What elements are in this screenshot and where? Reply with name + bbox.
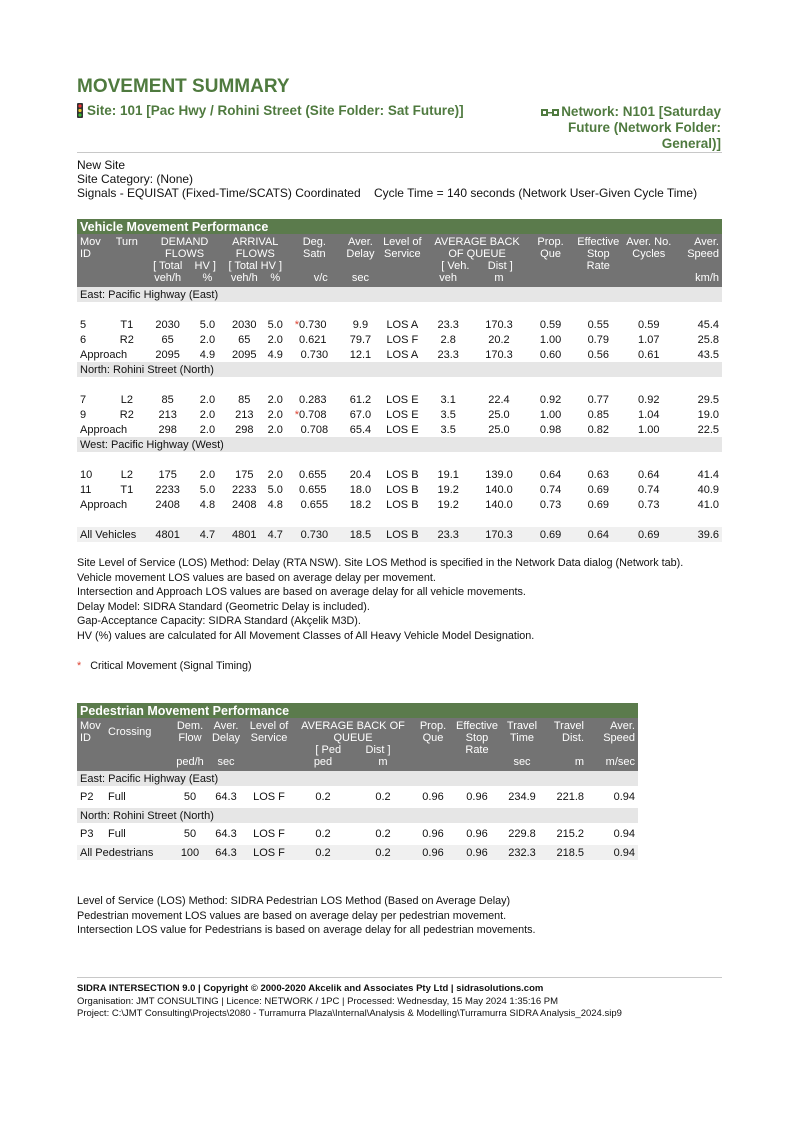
table-cell: 0.74 — [623, 482, 674, 497]
table-cell: 0.96 — [413, 845, 453, 860]
table-cell: 4.7 — [191, 527, 225, 542]
table-cell: 0.64 — [623, 467, 674, 482]
table-cell: 4.9 — [191, 347, 225, 362]
table-cell: 0.2 — [293, 823, 353, 845]
table-cell: T1 — [109, 317, 145, 332]
table-cell: 0.63 — [573, 467, 623, 482]
col-travel-dist: Travel Dist. — [543, 718, 587, 756]
table-cell: 1.00 — [528, 332, 573, 347]
table-cell: 0.73 — [623, 497, 674, 512]
table-cell: T1 — [109, 482, 145, 497]
table-cell: L2 — [109, 392, 145, 407]
table-cell: All Pedestrians — [77, 845, 173, 860]
site-label: Site: 101 [Pac Hwy / Rohini Street (Site Folder: Sat Future)] — [87, 103, 464, 118]
table-cell: 0.96 — [413, 823, 453, 845]
col-mov-id: Mov ID — [77, 718, 105, 756]
critical-asterisk-icon — [286, 482, 299, 497]
table-cell: 2233 — [224, 482, 264, 497]
unit: m — [470, 272, 528, 287]
table-cell: 2.0 — [264, 467, 286, 482]
table-cell: 0.55 — [573, 317, 623, 332]
critical-asterisk-icon — [286, 332, 299, 347]
table-cell: 218.5 — [543, 845, 587, 860]
group-name: North: Rohini Street (North) — [77, 808, 638, 823]
table-cell: 2233 — [145, 482, 191, 497]
table-cell: 64.3 — [207, 786, 245, 808]
table-cell: 0.69 — [573, 482, 623, 497]
table-cell: LOS A — [378, 347, 426, 362]
group-row — [77, 362, 722, 377]
table-cell: 7 — [77, 392, 109, 407]
table-cell: 2095 — [145, 347, 191, 362]
note-line: Intersection and Approach LOS values are based on average delay for all vehicle movements. — [77, 586, 526, 599]
table-cell: 100 — [173, 845, 207, 860]
vehicle-movement-table — [77, 219, 722, 542]
pedestrian-notes — [77, 894, 536, 938]
table-cell: 0.94 — [587, 823, 638, 845]
table-cell: LOS B — [378, 497, 426, 512]
table-cell: 0.94 — [587, 786, 638, 808]
critical-legend-text: Critical Movement (Signal Timing) — [90, 660, 252, 672]
table-cell: 6 — [77, 332, 109, 347]
group-row — [77, 437, 722, 452]
col-dem-flow: Dem. Flow — [173, 718, 207, 756]
table-caption: Pedestrian Movement Performance — [77, 703, 638, 718]
col-aver-speed: Aver. Speed — [587, 718, 638, 756]
table-cell: 4.7 — [264, 527, 286, 542]
spacer-row — [77, 377, 722, 392]
table-cell: Full — [105, 786, 173, 808]
col-prop-que: Prop. Que — [528, 234, 573, 272]
table-cell: 0.92 — [623, 392, 674, 407]
table-cell: 9.9 — [342, 317, 378, 332]
table-cell: 4.8 — [264, 497, 286, 512]
table-cell: 41.4 — [674, 467, 722, 482]
table-cell: 45.4 — [674, 317, 722, 332]
table-cell: 2408 — [224, 497, 264, 512]
table-cell: 0.69 — [528, 527, 573, 542]
table-cell: 0.92 — [528, 392, 573, 407]
table-cell: 215.2 — [543, 823, 587, 845]
table-row — [77, 823, 638, 845]
site-heading — [77, 103, 464, 118]
unit: veh — [426, 272, 470, 287]
table-cell: 2.0 — [191, 407, 225, 422]
table-cell: 85 — [145, 392, 191, 407]
table-units — [77, 272, 722, 287]
total-row — [77, 845, 638, 860]
table-cell: 19.0 — [674, 407, 722, 422]
table-cell: P2 — [77, 786, 105, 808]
table-cell: LOS F — [245, 845, 293, 860]
table-cell: 25.8 — [674, 332, 722, 347]
table-cell: 298 — [224, 422, 264, 437]
unit: sec — [342, 272, 378, 287]
unit: % — [191, 272, 225, 287]
table-cell: 23.3 — [426, 317, 470, 332]
table-cell: 5.0 — [191, 482, 225, 497]
table-cell: 0.2 — [353, 823, 413, 845]
critical-asterisk-icon — [286, 392, 299, 407]
table-cell: 0.64 — [573, 527, 623, 542]
col-prop-que: Prop. Que — [413, 718, 453, 756]
col-level-of-service: Level of Service — [245, 718, 293, 756]
table-header — [77, 234, 722, 272]
info-line: Site Category: (None) — [77, 172, 194, 186]
table-cell: 0.2 — [353, 786, 413, 808]
table-cell: 25.0 — [470, 422, 528, 437]
table-cell: 65 — [224, 332, 264, 347]
table-cell: 4.8 — [191, 497, 225, 512]
group-row — [77, 808, 638, 823]
unit: v/c — [299, 272, 342, 287]
table-cell: 2.0 — [264, 392, 286, 407]
table-cell: 2.8 — [426, 332, 470, 347]
group-name: East: Pacific Highway (East) — [77, 287, 722, 302]
table-cell: 221.8 — [543, 786, 587, 808]
table-row — [77, 317, 722, 332]
site-info — [77, 158, 697, 200]
table-cell: 0.64 — [528, 467, 573, 482]
unit: sec — [501, 756, 543, 771]
col-turn: Turn — [109, 234, 145, 272]
table-cell: Approach — [77, 347, 145, 362]
table-cell: 0.69 — [573, 497, 623, 512]
table-cell: 19.2 — [426, 497, 470, 512]
table-cell: 4801 — [224, 527, 264, 542]
note-line: Level of Service (LOS) Method: SIDRA Pedestrian LOS Method (Based on Average Delay) — [77, 895, 511, 907]
col-aver-speed: Aver. Speed — [674, 234, 722, 272]
table-cell: 23.3 — [426, 527, 470, 542]
note-line: HV (%) values are calculated for All Movement Classes of All Heavy Vehicle Model Designation. — [77, 629, 535, 642]
table-cell: Full — [105, 823, 173, 845]
table-cell: 0.283 — [299, 392, 342, 407]
vehicle-notes — [77, 556, 683, 644]
table-cell: 234.9 — [501, 786, 543, 808]
table-cell: 19.2 — [426, 482, 470, 497]
critical-asterisk-icon — [286, 467, 299, 482]
table-cell: 1.00 — [528, 407, 573, 422]
table-cell: 11 — [77, 482, 109, 497]
divider — [77, 977, 722, 978]
table-row — [77, 482, 722, 497]
table-cell: 0.708 — [299, 407, 342, 422]
approach-row — [77, 347, 722, 362]
table-cell: LOS F — [245, 823, 293, 845]
note-line: Pedestrian movement LOS values are based on average delay per pedestrian movement. — [77, 909, 507, 922]
table-cell: 2.0 — [264, 407, 286, 422]
col-average-back-of-queue: AVERAGE BACK OF QUEUE [ Veh. Dist ] — [426, 234, 528, 272]
table-cell: 0.730 — [286, 347, 342, 362]
table-cell: 5.0 — [191, 317, 225, 332]
table-cell: 20.4 — [342, 467, 378, 482]
table-cell: 0.96 — [453, 845, 501, 860]
table-cell: 0.85 — [573, 407, 623, 422]
table-cell: 18.0 — [342, 482, 378, 497]
table-cell: 39.6 — [674, 527, 722, 542]
table-cell: 1.00 — [623, 422, 674, 437]
info-line: New Site — [77, 158, 126, 172]
spacer-row — [77, 512, 722, 527]
table-cell: 139.0 — [470, 467, 528, 482]
col-effective-stop-rate: Effective Stop Rate — [453, 718, 501, 756]
col-arrival-flows: ARRIVAL FLOWS [ Total HV ] — [224, 234, 286, 272]
table-cell: 0.69 — [623, 527, 674, 542]
table-cell: 0.79 — [573, 332, 623, 347]
approach-row — [77, 422, 722, 437]
table-cell: 170.3 — [470, 527, 528, 542]
unit: % — [264, 272, 286, 287]
critical-asterisk-icon: * — [286, 407, 299, 422]
table-cell: 29.5 — [674, 392, 722, 407]
table-cell: 10 — [77, 467, 109, 482]
table-cell: 0.2 — [293, 786, 353, 808]
table-cell: 0.59 — [623, 317, 674, 332]
table-cell: 0.730 — [286, 527, 342, 542]
pedestrian-movement-table — [77, 703, 638, 860]
table-cell: 25.0 — [470, 407, 528, 422]
table-cell: 43.5 — [674, 347, 722, 362]
table-cell: LOS B — [378, 482, 426, 497]
table-cell: 0.96 — [453, 786, 501, 808]
col-level-of-service: Level of Service — [378, 234, 426, 272]
table-cell: 229.8 — [501, 823, 543, 845]
table-cell: 0.621 — [299, 332, 342, 347]
table-cell: 140.0 — [470, 497, 528, 512]
group-name: North: Rohini Street (North) — [77, 362, 722, 377]
table-cell: 0.98 — [528, 422, 573, 437]
table-row — [77, 332, 722, 347]
table-cell: 213 — [145, 407, 191, 422]
table-cell: 65 — [145, 332, 191, 347]
unit: km/h — [674, 272, 722, 287]
table-cell: 2095 — [224, 347, 264, 362]
table-cell: 0.74 — [528, 482, 573, 497]
table-cell: 2030 — [145, 317, 191, 332]
table-cell: LOS A — [378, 317, 426, 332]
table-cell: 61.2 — [342, 392, 378, 407]
unit: ped/h — [173, 756, 207, 771]
footer-copyright: SIDRA INTERSECTION 9.0 | Copyright © 2000-2020 Akcelik and Associates Pty Ltd | sidrasolutions.com — [77, 983, 544, 994]
table-cell: 5 — [77, 317, 109, 332]
table-cell: 50 — [173, 823, 207, 845]
page-title: MOVEMENT SUMMARY — [77, 76, 290, 97]
table-cell: 298 — [145, 422, 191, 437]
total-row — [77, 527, 722, 542]
table-cell: L2 — [109, 467, 145, 482]
table-cell: 175 — [145, 467, 191, 482]
table-cell: R2 — [109, 407, 145, 422]
table-cell: 0.60 — [528, 347, 573, 362]
group-row — [77, 287, 722, 302]
table-cell: 40.9 — [674, 482, 722, 497]
info-line: Signals - EQUISAT (Fixed-Time/SCATS) Coordinated Cycle Time = 140 seconds (Network User-Given Cycle Time) — [77, 186, 698, 200]
spacer-row — [77, 302, 722, 317]
unit: ped — [293, 756, 353, 771]
table-cell: LOS F — [245, 786, 293, 808]
table-cell: 23.3 — [426, 347, 470, 362]
table-cell: LOS E — [378, 407, 426, 422]
group-name: East: Pacific Highway (East) — [77, 771, 638, 786]
note-line: Gap-Acceptance Capacity: SIDRA Standard (Akçelik M3D). — [77, 615, 361, 628]
table-cell: 0.61 — [623, 347, 674, 362]
table-cell: 64.3 — [207, 845, 245, 860]
table-cell: 0.77 — [573, 392, 623, 407]
table-cell: 1.07 — [623, 332, 674, 347]
note-line: Site Level of Service (LOS) Method: Delay (RTA NSW). Site LOS Method is specified in the Network Data dialog (Network tab). — [77, 557, 684, 569]
table-cell: 0.56 — [573, 347, 623, 362]
table-cell: 0.655 — [299, 467, 342, 482]
table-cell: 170.3 — [470, 317, 528, 332]
table-row — [77, 392, 722, 407]
spacer-row — [77, 452, 722, 467]
table-cell: 9 — [77, 407, 109, 422]
table-row — [77, 407, 722, 422]
table-cell: 175 — [224, 467, 264, 482]
table-cell: 0.94 — [587, 845, 638, 860]
unit: veh/h — [224, 272, 264, 287]
table-cell: 4801 — [145, 527, 191, 542]
table-cell: 2.0 — [191, 332, 225, 347]
table-cell: 0.2 — [293, 845, 353, 860]
note-line: Intersection LOS value for Pedestrians is based on average delay for all pedestrian movements. — [77, 924, 536, 937]
table-cell: 232.3 — [501, 845, 543, 860]
table-cell: 2030 — [224, 317, 264, 332]
table-cell: 213 — [224, 407, 264, 422]
col-average-back-of-queue: AVERAGE BACK OF QUEUE [ Ped Dist ] — [293, 718, 413, 756]
group-name: West: Pacific Highway (West) — [77, 437, 722, 452]
col-crossing: Crossing — [105, 718, 173, 756]
table-cell: 67.0 — [342, 407, 378, 422]
table-cell: LOS B — [378, 467, 426, 482]
table-cell: 4.9 — [264, 347, 286, 362]
unit: veh/h — [145, 272, 191, 287]
table-cell: 140.0 — [470, 482, 528, 497]
network-heading — [531, 104, 721, 152]
table-cell: 50 — [173, 786, 207, 808]
approach-row — [77, 497, 722, 512]
table-cell: 0.708 — [286, 422, 342, 437]
table-cell: 0.73 — [528, 497, 573, 512]
col-aver-delay: Aver. Delay — [207, 718, 245, 756]
table-cell: R2 — [109, 332, 145, 347]
table-cell: 3.1 — [426, 392, 470, 407]
table-cell: 41.0 — [674, 497, 722, 512]
table-cell: 0.82 — [573, 422, 623, 437]
col-aver-no-cycles: Aver. No. Cycles — [623, 234, 674, 272]
table-cell: 2.0 — [191, 392, 225, 407]
col-deg-satn: Deg. Satn — [286, 234, 342, 272]
col-aver-delay: Aver. Delay — [342, 234, 378, 272]
table-cell: 20.2 — [470, 332, 528, 347]
table-cell: 1.04 — [623, 407, 674, 422]
table-cell: 0.2 — [353, 845, 413, 860]
table-cell: 3.5 — [426, 422, 470, 437]
table-cell: 18.2 — [342, 497, 378, 512]
footer-project: Project: C:\JMT Consulting\Projects\2080 - Turramurra Plaza\Internal\Analysis & Modelling\Turramurra SIDRA Analysis_2024.sip9 — [77, 1008, 622, 1019]
table-cell: Approach — [77, 497, 145, 512]
table-cell: 2.0 — [191, 467, 225, 482]
critical-asterisk-icon: * — [77, 660, 82, 672]
table-cell: 0.96 — [453, 823, 501, 845]
col-effective-stop-rate: Effective Stop Rate — [573, 234, 623, 272]
traffic-light-icon — [77, 103, 83, 118]
table-cell: 18.5 — [342, 527, 378, 542]
table-caption: Vehicle Movement Performance — [77, 219, 722, 234]
table-cell: 64.3 — [207, 823, 245, 845]
note-line: Delay Model: SIDRA Standard (Geometric Delay is included). — [77, 600, 370, 613]
critical-legend — [77, 659, 252, 674]
table-cell: 0.655 — [286, 497, 342, 512]
group-row — [77, 771, 638, 786]
table-cell: 2.0 — [264, 332, 286, 347]
col-travel-time: Travel Time — [501, 718, 543, 756]
table-cell: 19.1 — [426, 467, 470, 482]
table-cell: 0.96 — [413, 786, 453, 808]
table-cell: 5.0 — [264, 317, 286, 332]
table-cell: 3.5 — [426, 407, 470, 422]
table-cell: P3 — [77, 823, 105, 845]
note-line: Vehicle movement LOS values are based on average delay per movement. — [77, 571, 436, 584]
table-cell: 2408 — [145, 497, 191, 512]
table-cell: 2.0 — [191, 422, 225, 437]
table-cell: 2.0 — [264, 422, 286, 437]
unit: sec — [207, 756, 245, 771]
unit: m — [543, 756, 587, 771]
footer — [77, 983, 622, 1021]
table-cell: 0.730 — [299, 317, 342, 332]
table-cell: Approach — [77, 422, 145, 437]
critical-asterisk-icon: * — [286, 317, 299, 332]
table-cell: 85 — [224, 392, 264, 407]
table-cell: 65.4 — [342, 422, 378, 437]
table-cell: 22.4 — [470, 392, 528, 407]
table-header — [77, 718, 638, 756]
table-cell: 5.0 — [264, 482, 286, 497]
table-cell: 0.655 — [299, 482, 342, 497]
table-units — [77, 756, 638, 771]
table-cell: 0.59 — [528, 317, 573, 332]
footer-organisation: Organisation: JMT CONSULTING | Licence: NETWORK / 1PC | Processed: Wednesday, 15 May 2024 1:35:16 PM — [77, 995, 559, 1007]
col-mov-id: Mov ID — [77, 234, 109, 272]
divider — [77, 152, 722, 153]
table-cell: All Vehicles — [77, 527, 145, 542]
table-cell: LOS B — [378, 527, 426, 542]
table-row — [77, 786, 638, 808]
table-row — [77, 467, 722, 482]
table-cell: 79.7 — [342, 332, 378, 347]
table-cell: 170.3 — [470, 347, 528, 362]
table-cell: LOS E — [378, 422, 426, 437]
unit: m/sec — [587, 756, 638, 771]
network-icon — [541, 108, 559, 117]
table-cell: 22.5 — [674, 422, 722, 437]
table-cell: LOS F — [378, 332, 426, 347]
network-label: Network: N101 [Saturday Future (Network Folder: General)] — [561, 104, 721, 151]
table-cell: LOS E — [378, 392, 426, 407]
col-demand-flows: DEMAND FLOWS [ Total HV ] — [145, 234, 225, 272]
unit: m — [353, 756, 413, 771]
table-cell: 12.1 — [342, 347, 378, 362]
